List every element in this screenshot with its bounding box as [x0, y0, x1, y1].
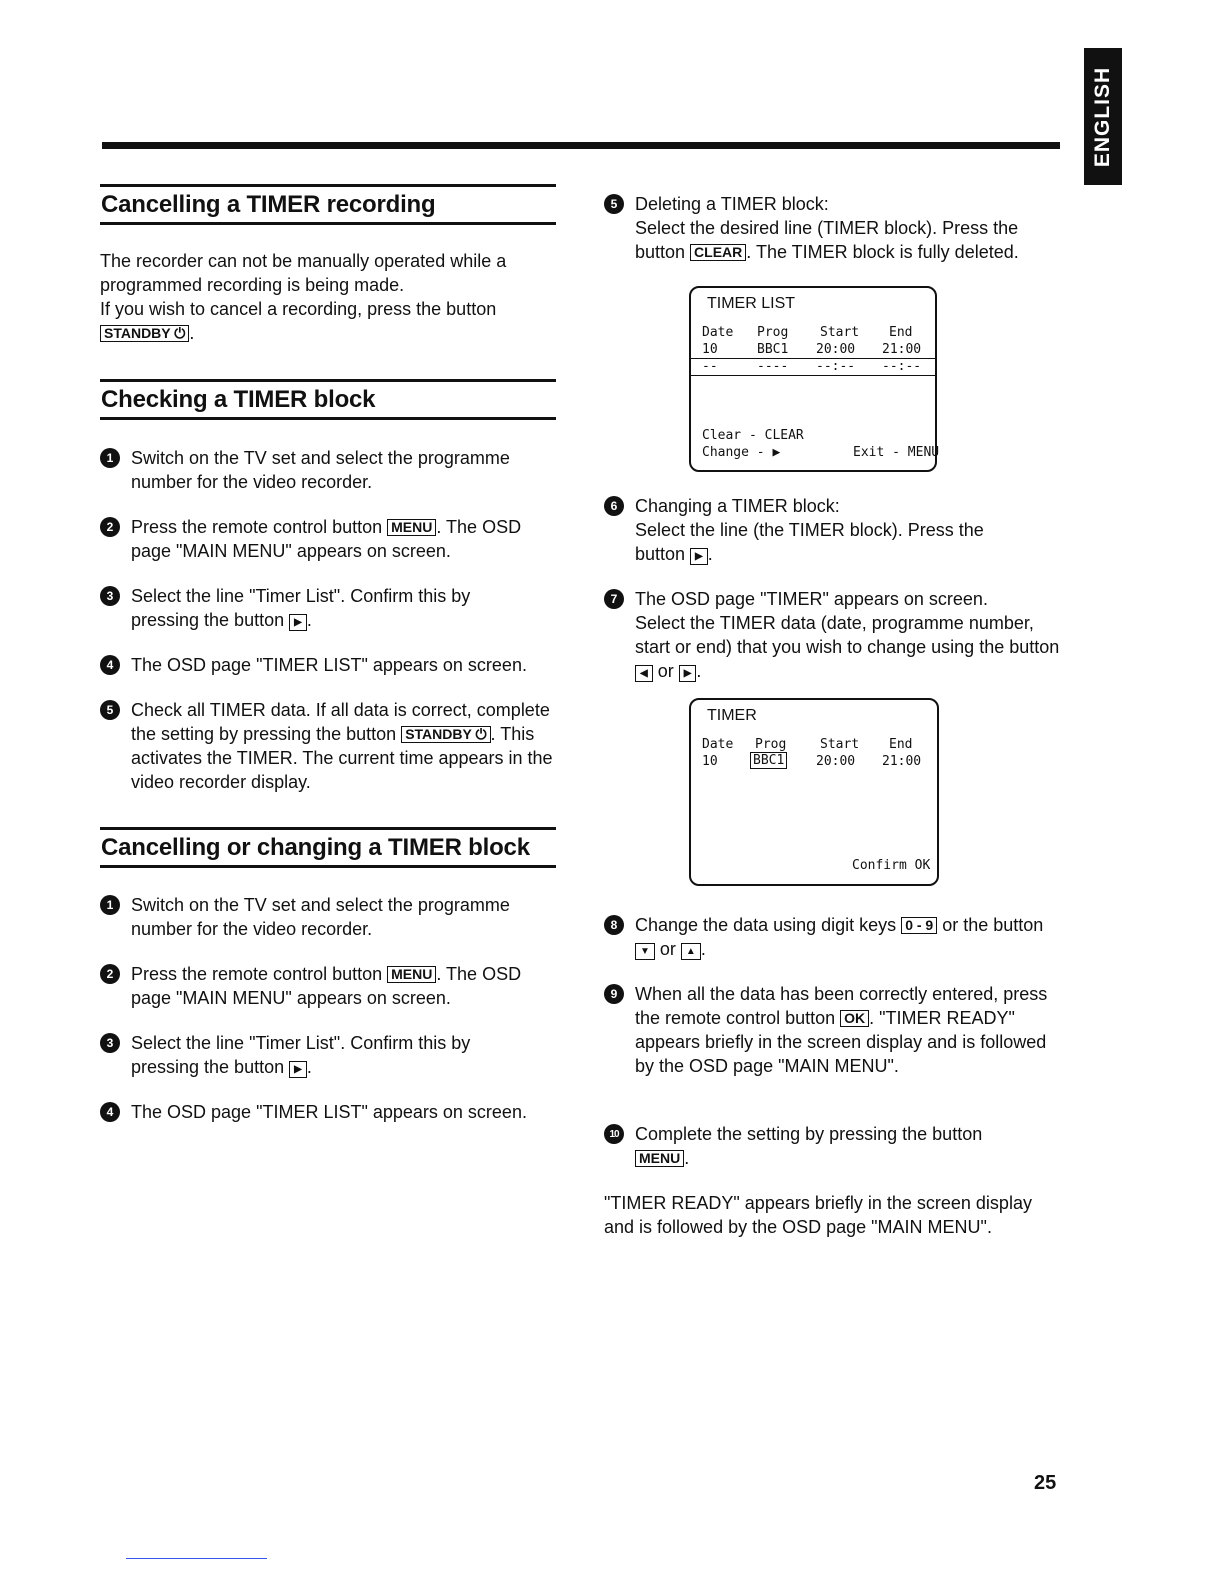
- right-step-5: [604, 192, 1055, 264]
- step-text: Switch on the TV set and select the programme number for the video recorder.: [131, 895, 510, 939]
- play-key: ▶: [289, 614, 307, 631]
- ok-key: OK: [840, 1010, 869, 1027]
- step-text: Press the remote control button MENU . The OSD page "MAIN MENU" appears on screen.: [131, 964, 522, 1008]
- col-header-start: Start: [820, 737, 860, 752]
- step-number: 5: [100, 700, 120, 720]
- prog-value-selected[interactable]: BBC1: [750, 752, 787, 769]
- step-text: Change the data using digit keys 0 - 9 or the button ▼ or ▲ .: [635, 915, 1044, 959]
- check-step-5: [100, 698, 556, 794]
- step-number: 6: [604, 496, 624, 516]
- end-value[interactable]: 21:00: [882, 754, 922, 769]
- instruction-text: If you wish to cancel a recording, press the button STANDBY ⏻ .: [100, 299, 497, 343]
- right-step-6: [604, 494, 1035, 566]
- step-number: 3: [100, 1033, 120, 1053]
- section-title: Checking a TIMER block: [100, 379, 556, 420]
- step-text: Switch on the TV set and select the programme number for the video recorder.: [131, 448, 510, 492]
- step-text: Select the line "Timer List". Confirm this by pressing the button ▶ .: [131, 1033, 471, 1077]
- check-step-4: [100, 653, 527, 677]
- menu-key: MENU: [387, 966, 436, 983]
- step-text: When all the data has been correctly entered, press the remote control button OK . "TIMER READY" appears briefly in the screen display and is followed by the OSD page "MAIN MENU".: [635, 984, 1048, 1076]
- play-key: ▶: [289, 1061, 307, 1078]
- table-row[interactable]: 10 BBC1 20:00 21:00: [691, 340, 935, 359]
- intro-text: The recorder can not be manually operated while a programmed recording is being made.: [100, 251, 507, 295]
- check-step-3: [100, 584, 511, 632]
- down-key: ▼: [635, 943, 655, 960]
- step-number: 9: [604, 984, 624, 1004]
- check-step-1: [100, 446, 556, 494]
- menu-key: MENU: [387, 519, 436, 536]
- standby-key: STANDBY ⏻: [401, 726, 490, 743]
- clear-hint: Clear - CLEAR: [702, 428, 804, 443]
- step-number: 2: [100, 964, 120, 984]
- footer-line: [126, 1558, 267, 1559]
- change-step-1: [100, 893, 556, 941]
- step-text: Complete the setting by pressing the button MENU .: [635, 1124, 983, 1168]
- play-key: ▶: [690, 548, 708, 565]
- section-cancel-change: [100, 827, 556, 868]
- right-step-10: [604, 1122, 1035, 1170]
- up-key: ▲: [681, 943, 701, 960]
- change-step-2: [100, 962, 556, 1010]
- top-rule: [102, 142, 1060, 149]
- step-text: The OSD page "TIMER LIST" appears on screen.: [131, 1102, 527, 1122]
- step-text: Press the remote control button MENU . The OSD page "MAIN MENU" appears on screen.: [131, 517, 522, 561]
- language-label: ENGLISH: [1091, 66, 1114, 167]
- step-number: 1: [100, 448, 120, 468]
- change-step-3: [100, 1031, 511, 1079]
- menu-key: MENU: [635, 1150, 684, 1167]
- confirm-hint: Confirm OK: [852, 858, 931, 873]
- language-tab: [1084, 48, 1122, 185]
- change-step-4: [100, 1100, 527, 1124]
- osd-timer-list: [689, 286, 940, 472]
- step-number: 4: [100, 655, 120, 675]
- step-text: Changing a TIMER block: Select the line (the TIMER block). Press the button ▶ .: [635, 496, 984, 564]
- right-key: ▶: [679, 665, 697, 682]
- digit-keys: 0 - 9: [901, 917, 937, 934]
- exit-hint: Exit - MENU: [853, 445, 940, 460]
- step-text: The OSD page "TIMER LIST" appears on screen.: [131, 655, 527, 675]
- start-value[interactable]: 20:00: [816, 754, 856, 769]
- step-number: 5: [604, 194, 624, 214]
- step-text: Select the line "Timer List". Confirm this by pressing the button ▶ .: [131, 586, 471, 630]
- col-header-prog: Prog: [757, 325, 789, 340]
- right-step-9: [604, 982, 1060, 1078]
- step-text: Deleting a TIMER block: Select the desired line (TIMER block). Press the button CLEAR . The TIMER block is fully deleted.: [635, 194, 1019, 262]
- left-key: ◀: [635, 665, 653, 682]
- col-header-prog: Prog: [755, 737, 787, 752]
- col-header-start: Start: [820, 325, 860, 340]
- step-text: Check all TIMER data. If all data is correct, complete the setting by pressing the button STANDBY ⏻ . This activates the TIMER. The current time appears in the video recorder display.: [131, 700, 553, 792]
- change-hint: Change - ▶: [702, 445, 781, 460]
- section-checking-block: [100, 379, 556, 420]
- page-number: 25: [1034, 1472, 1057, 1494]
- clear-key: CLEAR: [690, 244, 746, 261]
- section-cancel-recording: [100, 184, 556, 345]
- step-number: 1: [100, 895, 120, 915]
- col-header-end: End: [889, 325, 913, 340]
- standby-key: STANDBY ⏻: [100, 325, 189, 342]
- right-step-7: [604, 587, 1065, 683]
- section-title: Cancelling a TIMER recording: [100, 184, 556, 225]
- date-value[interactable]: 10: [702, 754, 718, 769]
- check-step-2: [100, 515, 556, 563]
- step-number: 10: [604, 1124, 624, 1144]
- table-row[interactable]: -- ---- --:-- --:--: [691, 359, 935, 376]
- step-number: 7: [604, 589, 624, 609]
- step-text: The OSD page "TIMER" appears on screen. Select the TIMER data (date, programme number, start or end) that you wish to change using the button ◀ or ▶ .: [635, 589, 1060, 681]
- step-number: 2: [100, 517, 120, 537]
- col-header-date: Date: [702, 325, 734, 340]
- section-title: Cancelling or changing a TIMER block: [100, 827, 556, 868]
- col-header-end: End: [889, 737, 913, 752]
- osd-timer: [689, 698, 939, 886]
- step-number: 3: [100, 586, 120, 606]
- osd-title: TIMER: [707, 707, 757, 724]
- step-number: 8: [604, 915, 624, 935]
- closing-text: "TIMER READY" appears briefly in the screen display and is followed by the OSD page "MAIN MENU".: [604, 1193, 1032, 1237]
- osd-title: TIMER LIST: [707, 295, 796, 312]
- col-header-date: Date: [702, 737, 734, 752]
- step-number: 4: [100, 1102, 120, 1122]
- right-step-8: [604, 913, 1065, 961]
